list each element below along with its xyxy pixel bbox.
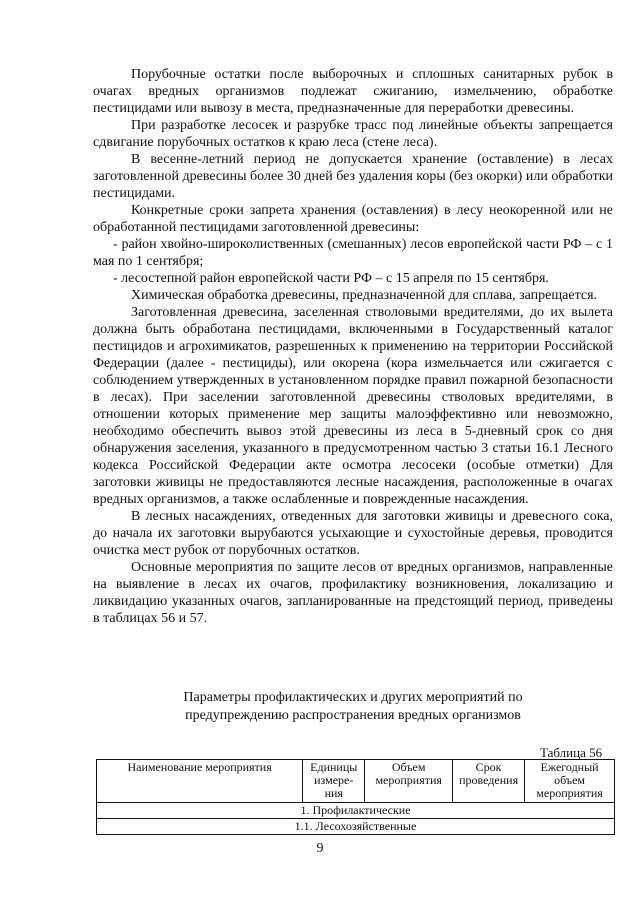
paragraph: В лесных насаждениях, отведенных для заготовки живицы и древесного сока, до начала их заготовки вырубаются усыхающие и сухостойные деревья, проводится очистка мест рубок от порубочных остатков. xyxy=(93,509,613,558)
page-number: 9 xyxy=(316,841,324,856)
list-item: - район хвойно-широколиственных (смешанных) лесов европейской части РФ – с 1 мая по 1 сентября; xyxy=(93,237,613,269)
table-section-row xyxy=(97,819,615,835)
paragraph: В весенне-летний период не допускается хранение (оставление) в лесах заготовленной древесины более 30 дней без удаления коры (без окорки) или обработки пестицидами. xyxy=(93,152,613,201)
paragraph: При разработке лесосек и разрубке трасс под линейные объекты запрещается сдвигание порубочных остатков к краю леса (стене леса). xyxy=(93,118,613,150)
measures-table xyxy=(96,759,615,835)
table-heading-line: Параметры профилактических и других мероприятий по xyxy=(183,690,523,705)
table-section-row xyxy=(97,803,615,819)
table-label: Таблица 56 xyxy=(540,745,603,760)
section-cell: 1.1. Лесохозяйственные xyxy=(97,819,615,835)
table-header-row xyxy=(97,760,615,803)
list-item: - лесостепной район европейской части РФ – с 15 апреля по 15 сентября. xyxy=(113,271,549,286)
column-header: Наименование мероприятия xyxy=(97,760,303,803)
paragraph: Порубочные остатки после выборочных и сплошных санитарных рубок в очагах вредных организмов подлежат сжиганию, измельчению, обработке пестицидами или вывозу в места, предназначенные для переработки древесины. xyxy=(93,67,613,116)
paragraph: Химическая обработка древесины, предназначенной для сплава, запрещается. xyxy=(131,288,598,303)
column-header: Срок проведения xyxy=(453,760,525,803)
paragraph: Заготовленная древесина, заселенная стволовыми вредителями, до их вылета должна быть обработана пестицидами, включенными в Государственный каталог пестицидов и агрохимикатов, разрешенных к применению на территории Российской Федерации (далее - пестициды), или окорена (кора измельчается или сжигается с соблюдением утвержденных в установленном порядке правил пожарной безопасности в лесах). При заселении заготовленной древесины стволовых вредителями, в отношении которых применение мер защиты малоэффективно или невозможно, необходимо обеспечить вывоз этой древесины из леса в 5-дневный срок со дня обнаружения заселения, указанного в предусмотренном частью 3 статьи 16.1 Лесного кодекса Российской Федерации акте осмотра лесосеки (особые отметки) Для заготовки живицы не предоставляются лесные насаждения, расположенные в очагах вредных организмов, а также ослабленные и поврежденные насаждения. xyxy=(93,305,613,507)
paragraph: Основные мероприятия по защите лесов от вредных организмов, направленные на выявление в лесах их очагов, профилактику возникновения, локализацию и ликвидацию указанных очагов, запланированные на предстоящий период, приведены в таблицах 56 и 57. xyxy=(93,560,613,626)
table-heading xyxy=(93,689,613,725)
table-heading-line: предупреждению распространения вредных организмов xyxy=(185,708,521,723)
body-text xyxy=(93,66,613,627)
paragraph: Конкретные сроки запрета хранения (оставления) в лесу неокоренной или не обработанной пестицидами заготовленной древесины: xyxy=(93,203,613,235)
column-header: Единицы измере- ния xyxy=(303,760,365,803)
section-cell: 1. Профилактические xyxy=(97,803,615,819)
column-header: Объем мероприятия xyxy=(365,760,453,803)
column-header: Ежегодный объем мероприятия xyxy=(525,760,615,803)
